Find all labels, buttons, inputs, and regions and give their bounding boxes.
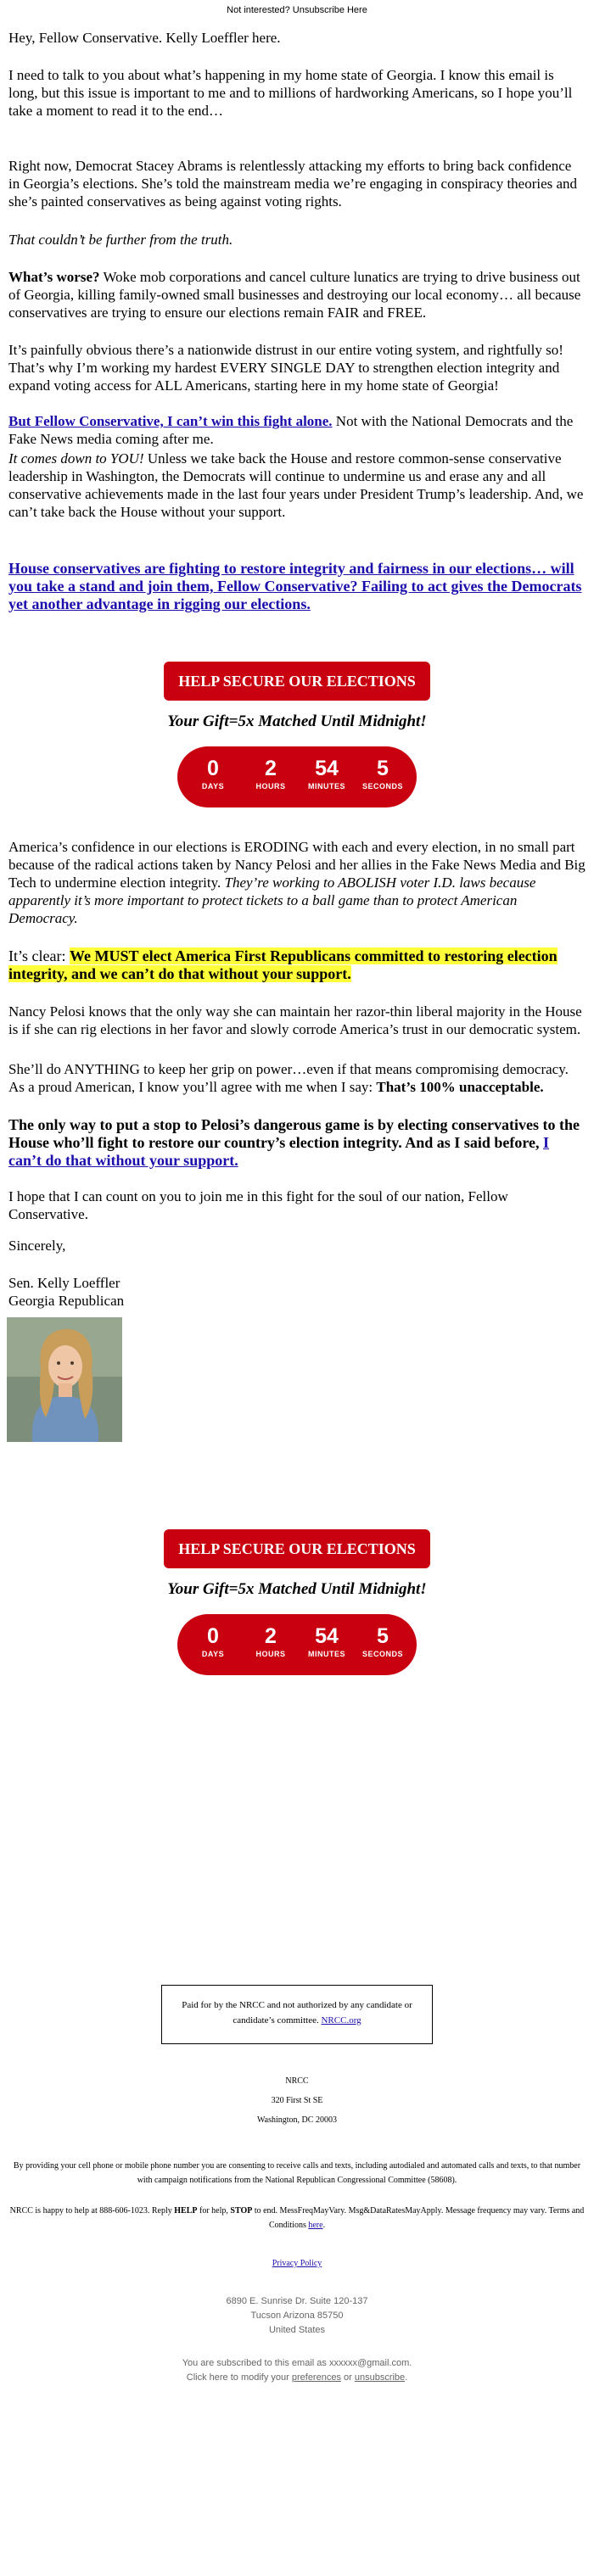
modify-text-c: .: [405, 2372, 408, 2383]
minutes-value-2: 54: [315, 1624, 339, 1648]
paid-for-disclaimer: [161, 1985, 433, 2044]
countdown-minutes-2: [301, 1624, 352, 1660]
stop-keyword: STOP: [230, 2206, 253, 2216]
paragraph-1-text: I need to talk to you about what’s happening in my home state of Georgia. I know this email is long, but this issue is important to me and to millions of hardworking Americans, so I hope you’ll take a moment to read it to the end…: [8, 67, 573, 119]
countdown-seconds-2: [357, 1624, 408, 1660]
paragraph-14-text: I hope that I can count on you to join me in this fight for the soul of our nation, Fellow Conservative.: [8, 1188, 508, 1222]
countdown-days-2: [188, 1624, 238, 1660]
help-keyword: HELP: [174, 2206, 198, 2216]
help-secure-elections-button-2[interactable]: HELP SECURE OUR ELECTIONS: [164, 1529, 430, 1568]
signoff-text: Sincerely,: [8, 1238, 66, 1254]
paragraph-14: [8, 1187, 586, 1223]
paragraph-12: [8, 1060, 586, 1096]
paragraph-4: [8, 268, 586, 321]
seconds-label: SECONDS: [361, 782, 403, 791]
countdown-days: [188, 757, 238, 792]
privacy-policy-link[interactable]: Privacy Policy: [272, 2259, 322, 2268]
paragraph-6: [8, 412, 586, 448]
days-label: DAYS: [201, 782, 225, 791]
countdown-hours: [245, 757, 296, 792]
paragraph-2: [8, 157, 586, 210]
countdown-timer: [177, 746, 417, 807]
paragraph-4-bold: What’s worse?: [8, 269, 100, 285]
countdown-seconds: [357, 757, 408, 792]
paragraph-9-italic: They’re working to ABOLISH voter I.D. laws because apparently it’s more important to protect tickets to a ball game than to protect American Democracy.: [8, 874, 536, 926]
paragraph-5: [8, 341, 586, 394]
paragraph-12-text: She’ll do ANYTHING to keep her grip on power…even if that means compromising democracy. As a proud American, I know you’ll agree with me when I say:: [8, 1061, 569, 1095]
days-value-2: 0: [207, 1624, 219, 1648]
days-value: 0: [207, 757, 219, 780]
consent-text: By providing your cell phone or mobile phone number you are consenting to receive calls and texts, including autodialed and automated calls and texts, to that number with campaign notifications from the National Republican Congressional Committee (58608).: [13, 2161, 581, 2185]
hours-value-2: 2: [265, 1624, 277, 1648]
highlighted-callout: We MUST elect America First Republicans committed to restoring election integrity, and we can’t do that without your support.: [8, 947, 558, 982]
days-label-2: DAYS: [201, 1650, 225, 1658]
greeting-text: Hey, Fellow Conservative. Kelly Loeffler here.: [8, 30, 281, 46]
countdown-minutes: [301, 757, 352, 792]
seconds-label-2: SECONDS: [361, 1650, 403, 1658]
paragraph-8: [8, 560, 586, 613]
paragraph-13-bold: The only way to put a stop to Pelosi’s dangerous game is by electing conservatives to the House who’ll fight to restore our country’s election integrity. And as I said before,: [8, 1116, 580, 1151]
help-text-c: to end. MessFreqMayVary. Msg&DataRatesMayApply. Message frequency may vary. Terms and Conditions: [252, 2206, 585, 2230]
nrcc-org-link[interactable]: NRCC.org: [321, 2015, 361, 2026]
minutes-label-2: MINUTES: [308, 1650, 345, 1658]
modify-text-b: or: [340, 2372, 355, 2383]
seconds-value-2: 5: [377, 1624, 389, 1648]
paragraph-7: [8, 450, 586, 521]
minutes-label: MINUTES: [308, 782, 345, 791]
gift-match-text-2: Your Gift=5x Matched Until Midnight!: [167, 1580, 427, 1598]
seconds-value: 5: [377, 757, 389, 780]
org-street: 320 First St SE: [271, 2096, 323, 2105]
minutes-value: 54: [315, 757, 339, 780]
paragraph-7-text: Unless we take back the House and restore common-sense conservative leadership in Washington, the Democrats will continue to undermine us and erase any and all conservative achievements made in the last four years under President Trump’s leadership. And, we can’t take back the House without your support.: [8, 450, 584, 520]
subscribed-text: You are subscribed to this email as: [182, 2358, 329, 2368]
paragraph-5-text: It’s painfully obvious there’s a nationwide distrust in our entire voting system, and rightfully so! That’s why I’m working my hardest EVERY SINGLE DAY to strengthen election integrity and expand voting access for ALL Americans, starting here in my home state of Georgia!: [8, 342, 563, 394]
paragraph-11: [8, 1003, 586, 1038]
mailing-address: [0, 2294, 594, 2338]
without-your-support-link[interactable]: I can’t do that without your support.: [8, 1134, 549, 1169]
org-city: Washington, DC 20003: [257, 2115, 337, 2125]
paragraph-10: [8, 947, 586, 983]
address-line-1: 6890 E. Sunrise Dr. Suite 120-137: [226, 2296, 368, 2306]
countdown-timer-2: [177, 1614, 417, 1675]
paragraph-11-text: Nancy Pelosi knows that the only way she can maintain her razor-thin liberal majority in the House is if she can rig elections in her favor and slowly corrode America’s trust in our democratic system.: [8, 1003, 582, 1037]
paragraph-4-text: Woke mob corporations and cancel culture lunatics are trying to drive business out of Georgia, killing family-owned small businesses and destroying our local economy… all because conservatives are trying to ensure our elections remain FAIR and FREE.: [8, 269, 581, 321]
hours-label: HOURS: [255, 782, 286, 791]
help-text-a: NRCC is happy to help at 888-606-1023. Reply: [9, 2206, 175, 2216]
modify-line: [0, 2371, 594, 2385]
paragraph-3: [8, 231, 586, 249]
help-text-b: for help,: [197, 2206, 231, 2216]
unsubscribe-link[interactable]: Not interested? Unsubscribe Here: [227, 5, 367, 15]
org-address: [0, 2074, 594, 2127]
paragraph-7-italic: It comes down to YOU!: [8, 450, 144, 467]
gift-match-text: Your Gift=5x Matched Until Midnight!: [167, 712, 427, 730]
greeting: [8, 29, 586, 47]
paragraph-12-bold: That’s 100% unacceptable.: [376, 1079, 544, 1095]
cant-win-alone-link[interactable]: But Fellow Conservative, I can’t win this fight alone.: [8, 413, 333, 429]
paragraph-13: [8, 1116, 586, 1170]
portrait-photo: [7, 1317, 122, 1442]
modify-text-a: Click here to modify your: [186, 2372, 292, 2383]
help-text-d: .: [322, 2221, 326, 2230]
preferences-link[interactable]: preferences: [291, 2372, 341, 2383]
top-unsubscribe-bar: [0, 5, 594, 15]
signoff: [8, 1237, 586, 1254]
terms-here-link[interactable]: here: [308, 2221, 323, 2230]
signature: [8, 1274, 586, 1310]
org-name: NRCC: [285, 2076, 309, 2086]
paragraph-10-text: It’s clear:: [8, 947, 70, 964]
paragraph-9-text: America’s confidence in our elections is ERODING with each and every election, in no small part because of the radical actions taken by Nancy Pelosi and her allies in the Fake News Media and Big Tech to undermine election integrity.: [8, 839, 586, 891]
paid-for-text: Paid for by the NRCC and not authorized by any candidate or candidate’s committee.: [182, 2000, 412, 2026]
portrait-illustration: [7, 1317, 122, 1442]
subscribed-email: xxxxxx@gmail.com: [328, 2358, 410, 2368]
sms-help: [8, 2204, 586, 2232]
paragraph-9: [8, 838, 586, 927]
footer-unsubscribe-link[interactable]: unsubscribe: [354, 2372, 406, 2383]
address-line-2: Tucson Arizona 85750: [250, 2311, 344, 2321]
subscribed-line: [0, 2356, 594, 2371]
countdown-hours-2: [245, 1624, 296, 1660]
subscription-info: [0, 2356, 594, 2385]
paragraph-3-text: That couldn’t be further from the truth.: [8, 232, 233, 248]
privacy-policy: [0, 2256, 594, 2271]
signature-title: Georgia Republican: [8, 1293, 125, 1309]
subscribed-end: .: [409, 2358, 412, 2368]
paragraph-6-text: Not with the National Democrats and the Fake News media coming after me.: [8, 413, 574, 447]
join-house-conservatives-link[interactable]: House conservatives are fighting to restore integrity and fairness in our elections… will you take a stand and join them, Fellow Conservative? Failing to act gives the Democrats yet another advantage in rigging our elections.: [8, 560, 582, 612]
signature-name: Sen. Kelly Loeffler: [8, 1275, 120, 1291]
help-secure-elections-button[interactable]: HELP SECURE OUR ELECTIONS: [164, 662, 430, 701]
address-line-3: United States: [268, 2325, 326, 2335]
hours-value: 2: [265, 757, 277, 780]
paragraph-1: [8, 66, 586, 120]
sms-consent: [8, 2159, 586, 2188]
paragraph-2-text: Right now, Democrat Stacey Abrams is relentlessly attacking my efforts to bring back confidence in Georgia’s elections. She’s told the mainstream media we’re engaging in conspiracy theories and she’s painted conservatives as being against voting rights.: [8, 158, 578, 210]
hours-label-2: HOURS: [255, 1650, 286, 1658]
